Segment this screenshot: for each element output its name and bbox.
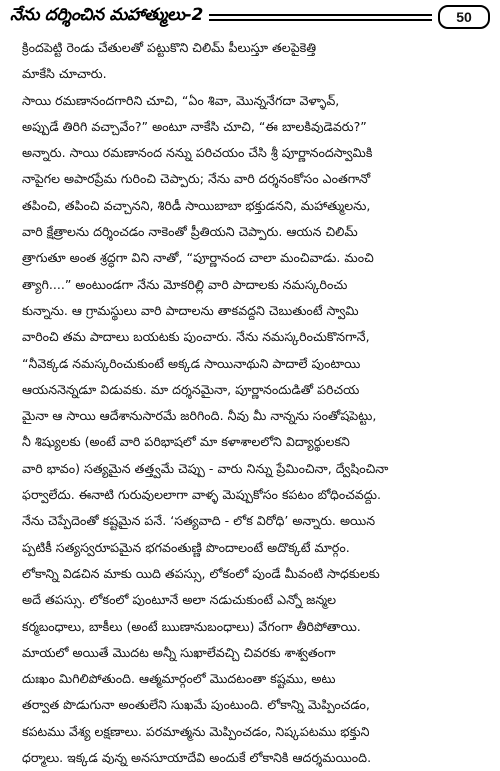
text-line: ప్పటికీ సత్యస్వరూపమైన భగవంతుణ్ణి పొందాలంటే అదొక్కటే మార్గం. bbox=[22, 539, 350, 555]
text-line: వారించి తమ పాదాలు బయటకు పుంచారు. నేను నమస్కరించుకొనగానే, bbox=[22, 329, 370, 345]
text-line: మాయలో అయితే మొదట అన్నీ సుఖాలేవచ్చి చివరకు శాశ్వతంగా bbox=[22, 644, 336, 660]
page-header bbox=[10, 4, 490, 30]
text-line: దుఃఖం మిగిలిపోతుంది. ఆత్మమార్గంలో మొదటంతా కష్టము, అటు bbox=[22, 671, 336, 687]
text-line: “నీవెక్కడ నమస్కరించుకుంటే అక్కడ సాయినాథుని పాదాలే పుంటాయి bbox=[22, 355, 361, 371]
text-line: నాపైగల అపారప్రేమ గురించి చెప్పారు; నేను వారి దర్శనంకోసం ఎంతగానో bbox=[22, 171, 371, 187]
text-line: తపించి, తపించి వచ్చానని, శిరిడీ సాయిబాబా భక్తుడనని, మహాత్ములను, bbox=[22, 197, 371, 213]
text-line: క్రిందపెట్టి రెండు చేతులతో పట్టుకొని చిలిమ్ పీలుస్తూ తలపైకెత్తి bbox=[22, 40, 317, 55]
text-line: త్రాగుతూ అంత శ్రద్ధగా విని నాతో, “పూర్ణానంద చాలా మంచివాడు. మంచి bbox=[22, 250, 374, 266]
text-line: ఫర్వాలేదు. ఈనాటి గురువులలాగా వాళ్ళ మెప్పుకోసం కపటం బోధించవద్దు. bbox=[22, 487, 381, 503]
text-line: అప్పుడే తిరిగి వచ్చావేం?” అంటూ నాకేసి చూచి, “ఈ బాలకివుడెవరు?” bbox=[22, 118, 367, 134]
text-line: త్యాగి....” అంటుండగా నేను మోకరిల్లి వారి పాదాలకు నమస్కరించు bbox=[22, 276, 348, 292]
text-line: నీ శిష్యులకు (అంటే వారి పరిభాషలో మా కళాశాలలోని విద్యార్థులకని bbox=[22, 434, 350, 450]
text-line: అదే తపస్సు. లోకంలో పుంటూనే అలా నడుచుకుంటే ఎన్నో జన్మల bbox=[22, 592, 337, 608]
text-line: మాకేసి చూచారు. bbox=[22, 66, 107, 82]
text-line: అన్నారు. సాయి రమణానంద నన్ను పరిచయం చేసి శ్రీ పూర్ణానందస్వామికి bbox=[22, 145, 373, 161]
text-line: తర్వాత పొడుగునా అంతులేని సుఖమే పుంటుంది. లోకాన్ని మెప్పించడం, bbox=[22, 697, 370, 713]
text-line: నేను చెప్పేదెంతో కష్టమైన పనే. ‘సత్యవాది - లోక విరోధి’ అన్నారు. అయిన bbox=[22, 513, 376, 529]
text-line: కపటము వేశ్య లక్షణాలు. పరమాత్మను మెప్పించడం, నిష్కపటము భక్తుని bbox=[22, 723, 370, 739]
text-line: ఆయననెన్నడూ విడువకు. మా దర్శనమైనా, పూర్ణానందుడితో పరిచయ bbox=[22, 381, 360, 397]
text-line: వారి క్షేత్రాలను దర్శించడం నాకెంతో ప్రీతియని చెప్పారు. ఆయన చిలిమ్ bbox=[22, 224, 358, 240]
running-title: నేను దర్శించిన మహాత్ములు-2 bbox=[10, 5, 204, 25]
text-line: కర్మబంధాలు, బాకీలు (అంటే ఋణానుబంధాలు) వేగంగా తీరిపోతాయి. bbox=[22, 618, 361, 634]
text-line: కున్నాను. ఆ గ్రామస్థులు వారి పాదాలను తాకవద్దని చెబుతుంటే స్వామి bbox=[22, 302, 359, 318]
page-number-badge: 50 bbox=[438, 5, 490, 29]
header-double-rule bbox=[209, 13, 432, 22]
text-line: సాయి రమణానందగారిని చూచి, “ఏం శివా, మొన్ననేగదా వెళ్ళావ్, bbox=[22, 92, 340, 108]
body-text bbox=[22, 35, 490, 771]
text-line: మైనా ఆ సాయి ఆదేశానుసారమే జరిగింది. నీవు మీ నాన్నను సంతోషపెట్టు, bbox=[22, 408, 377, 424]
text-line: ధర్మాలు. ఇక్కడ వున్న అనసూయాదేవి అందుకే లోకానికి ఆదర్శమయింది. bbox=[22, 750, 372, 766]
text-line: లోకాన్ని విడచిన మాకు యిది తపస్సు, లోకంలో పుండే మీవంటి సాధకులకు bbox=[22, 565, 380, 581]
text-line: వారి భావం) సత్యమైన తత్త్వమే చెప్పు - వారు నిన్ను ప్రేమించినా, ద్వేషించినా bbox=[22, 460, 389, 476]
